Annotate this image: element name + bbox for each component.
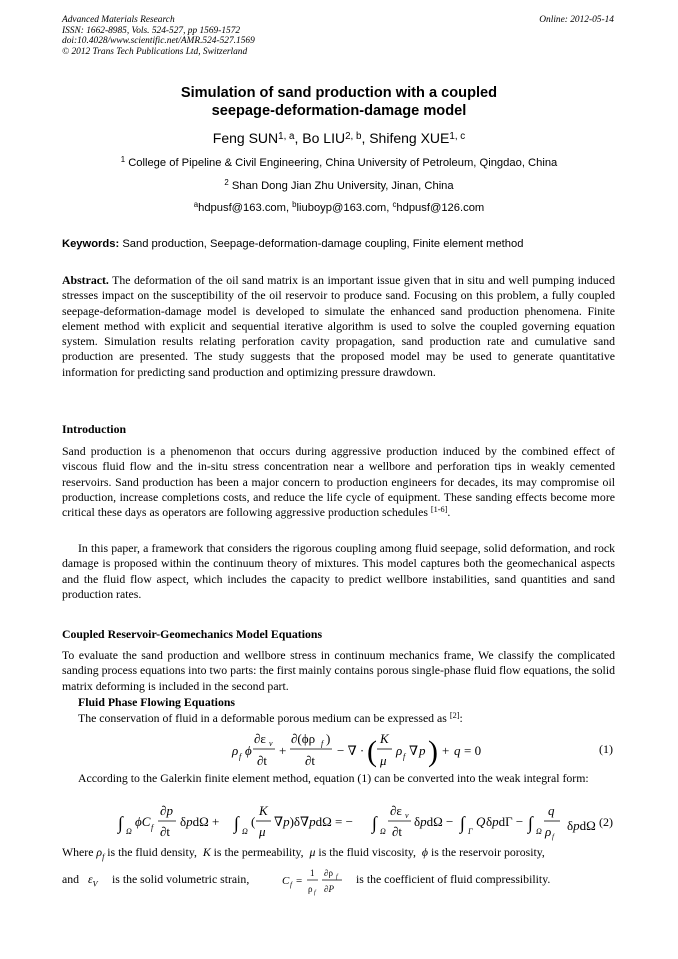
title-line-1: Simulation of sand production with a coupled	[180, 85, 498, 101]
svg-text:q: q	[454, 743, 461, 758]
and-text-c: is the coefficient of fluid compressibility.	[356, 872, 551, 886]
svg-text:∂P: ∂P	[324, 884, 334, 894]
journal-header	[62, 15, 255, 57]
svg-text:∂ε: ∂ε	[390, 803, 402, 818]
email-sup: b	[292, 200, 297, 210]
svg-text:K: K	[259, 803, 268, 818]
svg-text:=: =	[296, 875, 303, 887]
svg-text:+: +	[279, 743, 287, 758]
svg-text:∂(ϕρ: ∂(ϕρ	[291, 731, 316, 746]
equation-1	[62, 728, 615, 774]
svg-text:Ω: Ω	[380, 827, 386, 836]
coupled-heading: Coupled Reservoir-Geomechanics Model Equations	[62, 627, 323, 641]
svg-text:∂t: ∂t	[392, 824, 403, 839]
svg-text:+: +	[442, 743, 450, 758]
title-line-2: seepage-deformation-damage model	[211, 103, 467, 119]
svg-text:Q: Q	[476, 814, 486, 829]
intro-p1-end: .	[447, 505, 451, 520]
author-sup: 2, b	[345, 130, 362, 142]
svg-text:∂ρ: ∂ρ	[324, 868, 333, 878]
svg-text:q: q	[548, 803, 555, 818]
svg-text:Ω: Ω	[242, 827, 248, 836]
svg-text:− ∇ ·: − ∇ ·	[337, 743, 365, 758]
citation: [1-6]	[430, 505, 448, 515]
svg-text:ρ: ρ	[308, 884, 313, 894]
svg-text:C: C	[282, 875, 290, 887]
author-name: Shifeng XUE	[369, 130, 450, 146]
fluid-phase-subheading: Fluid Phase Flowing Equations	[78, 695, 236, 709]
where-text-b: is the fluid density,	[107, 845, 197, 859]
svg-text:Γ: Γ	[468, 827, 473, 836]
svg-text:Ω: Ω	[536, 827, 542, 836]
svg-text:ϕC: ϕC	[135, 814, 151, 829]
where-text-e: is the reservoir porosity,	[430, 845, 545, 859]
equation-2-tail: δpdΩ	[567, 818, 596, 833]
svg-text:∂t: ∂t	[305, 753, 316, 768]
keywords-label: Keywords:	[62, 238, 120, 250]
equation-2-number: (2)	[599, 815, 613, 829]
cf-formula	[280, 866, 352, 896]
equation-1-formula	[62, 728, 562, 774]
email-link[interactable]: hdpusf@163.com	[198, 202, 286, 214]
issn-line: ISSN: 1662-8985, Vols. 524-527, pp 1569-1572	[62, 25, 241, 36]
introduction-paragraph-2: In this paper, a framework that considers the rigorous coupling among fluid seepage, solid deformation, and rock damage is proposed within the continuum theory of mixtures. This model captures both the geomechanical aspects and the fluid flow aspect, which includes the capacity to predict wellbore instabilities, sand quantities and sand production rates.	[62, 541, 615, 601]
email-link[interactable]: hdpusf@126.com	[396, 202, 485, 214]
svg-text:δpdΩ −: δpdΩ −	[414, 814, 454, 829]
author-name: Bo LIU	[302, 130, 346, 146]
svg-text:δpdΓ −: δpdΓ −	[486, 814, 524, 829]
coupled-p2-text: The conservation of fluid in a deformable porous medium can be expressed as	[78, 711, 447, 725]
epsilon-v-symbol: $\varepsilon_V$	[88, 872, 98, 889]
coupled-paragraph-1: To evaluate the sand production and wellbore stress in continuum mechanics frame, We classify the complicated sanding process equations into two parts: the first mainly contains porous single-phase fluid flow equations, the solid matrix deforming is included in the second part.	[62, 648, 615, 693]
svg-text:(: (	[367, 735, 377, 768]
svg-text:∂p: ∂p	[160, 803, 173, 818]
email-sup: a	[193, 200, 199, 210]
introduction-paragraph-1	[62, 444, 615, 520]
svg-text:f: f	[403, 752, 406, 761]
svg-text:(: (	[251, 814, 256, 829]
equation-1-number: (1)	[599, 742, 613, 756]
svg-text:f: f	[290, 881, 292, 889]
abstract-text: The deformation of the oil sand matrix is an important issue given that in situ and well pumping induced stresses impact on the susceptibility of the oil reservoir to produce sand. Focusing on this problem, a fully coupled seepage-deformation-damage model is developed to simulate the enhanced sand production phenomena. Finite element method with explicit and sequential iterative algorithm is used to solve the coupled governing equation system. Simulation results relating perforation cavity propagation, sand production rate and cumulative sand production are presented. The study suggests that the proposed model may be used to generate quantitative information for predicting sand production and optimizing pressure drawdown.	[62, 273, 615, 379]
paper-title	[62, 84, 616, 120]
affiliation-text: College of Pipeline & Civil Engineering, China University of Petroleum, Qingdao, China	[128, 157, 558, 169]
svg-text:Ω: Ω	[126, 827, 132, 836]
author-sup: 1, c	[449, 130, 466, 142]
rho-f-symbol: $\rho_f$	[96, 845, 105, 862]
and-text-b: is the solid volumetric strain,	[112, 872, 250, 886]
svg-text:f: f	[314, 890, 316, 896]
svg-text:∂ε: ∂ε	[254, 731, 266, 746]
svg-text:μ: μ	[259, 824, 266, 839]
svg-text:1: 1	[310, 868, 315, 878]
svg-text:ϕ: ϕ	[245, 743, 252, 758]
abstract	[62, 273, 615, 380]
svg-text:∇p)δ∇pdΩ = −: ∇p)δ∇pdΩ = −	[274, 814, 353, 829]
where-text-a: Where	[62, 845, 94, 859]
affiliation-sup: 2	[224, 178, 229, 188]
svg-text:f: f	[321, 739, 324, 748]
svg-text:∫: ∫	[372, 813, 377, 833]
equation-2-formula	[62, 801, 572, 847]
svg-text:f: f	[239, 752, 242, 761]
online-date: Online: 2012-05-14	[539, 15, 614, 25]
affiliation-2	[62, 180, 616, 192]
svg-text:∫: ∫	[234, 813, 239, 833]
svg-text:): )	[428, 735, 438, 768]
svg-text:ρ: ρ	[396, 743, 403, 758]
svg-text:∂t: ∂t	[257, 753, 268, 768]
equation-2	[62, 801, 615, 847]
affiliation-1	[62, 157, 616, 169]
coupled-paragraph-2	[62, 711, 615, 726]
affiliation-sup: 1	[120, 155, 126, 165]
svg-text:K: K	[380, 731, 389, 746]
svg-text:p: p	[419, 743, 426, 758]
svg-text:f: f	[151, 823, 154, 832]
where-text-c: is the permeability,	[213, 845, 304, 859]
phi-symbol: ϕ	[418, 845, 431, 859]
intro-p1-text: Sand production is a phenomenon that occurs during aggressive production induced by the combined effect of viscous fluid flow and the in-situ stress concentration near a wellbore and perforation tips in weakly cemented reservoirs. Sand production has been a major concern to production engineers for decades, its may compromise oil production, increase completions costs, and reduce the life cycle of equipment. These sanding effects become more critical these days as operators are following aggressive production schedules	[62, 444, 615, 520]
svg-text:∫: ∫	[528, 813, 533, 833]
author-sup: 1, a	[278, 130, 295, 142]
author-name: Feng SUN	[212, 130, 279, 146]
svg-text:μ: μ	[380, 753, 387, 768]
abstract-label: Abstract.	[62, 273, 109, 287]
and-text-a: and	[62, 872, 80, 886]
citation: [2]	[449, 711, 460, 721]
copyright-line: © 2012 Trans Tech Publications Ltd, Switzerland	[62, 46, 248, 57]
svg-text:v: v	[405, 811, 409, 820]
introduction-heading: Introduction	[62, 422, 127, 436]
email-sup: c	[392, 200, 397, 210]
where-line	[62, 845, 615, 865]
svg-text:ρ: ρ	[545, 824, 552, 839]
svg-text:∂t: ∂t	[160, 824, 171, 839]
mu-symbol: μ	[306, 845, 319, 859]
k-symbol: K	[199, 845, 214, 859]
journal-name: Advanced Materials Research	[62, 15, 175, 25]
and-line	[62, 866, 615, 896]
svg-text:ρ: ρ	[232, 743, 239, 758]
svg-text:∇: ∇	[409, 743, 419, 758]
email-list: $^a$hdpusf@163.com, $^b$liuboyp@163.com, $^c$hdpusf@126.com	[193, 200, 485, 214]
svg-text:∫: ∫	[460, 813, 465, 833]
svg-text:): )	[326, 731, 331, 746]
where-text-d: is the fluid viscosity,	[318, 845, 416, 859]
svg-text:f: f	[336, 874, 338, 880]
keywords-text: Sand production, Seepage-deformation-damage coupling, Finite element method	[122, 238, 524, 250]
author-list: Feng SUN$^{1, a}$, Bo LIU$^{2, b}$, Shifeng XUE$^{1, c}$	[212, 130, 466, 146]
coupled-paragraph-3: According to the Galerkin finite element method, equation (1) can be converted into the weak integral form:	[78, 771, 589, 785]
svg-text:v: v	[269, 739, 273, 748]
svg-text:f: f	[552, 833, 554, 841]
svg-text:= 0: = 0	[464, 743, 482, 758]
affiliation-text: Shan Dong Jian Zhu University, Jinan, China	[231, 180, 454, 192]
svg-text:∫: ∫	[118, 813, 123, 833]
svg-text:δpdΩ +: δpdΩ +	[180, 814, 220, 829]
coupled-p2-end: :	[459, 711, 463, 725]
email-link[interactable]: liuboyp@163.com	[296, 202, 387, 214]
keywords	[62, 238, 622, 250]
doi-line: doi:10.4028/www.scientific.net/AMR.524-527.1569	[62, 36, 255, 47]
